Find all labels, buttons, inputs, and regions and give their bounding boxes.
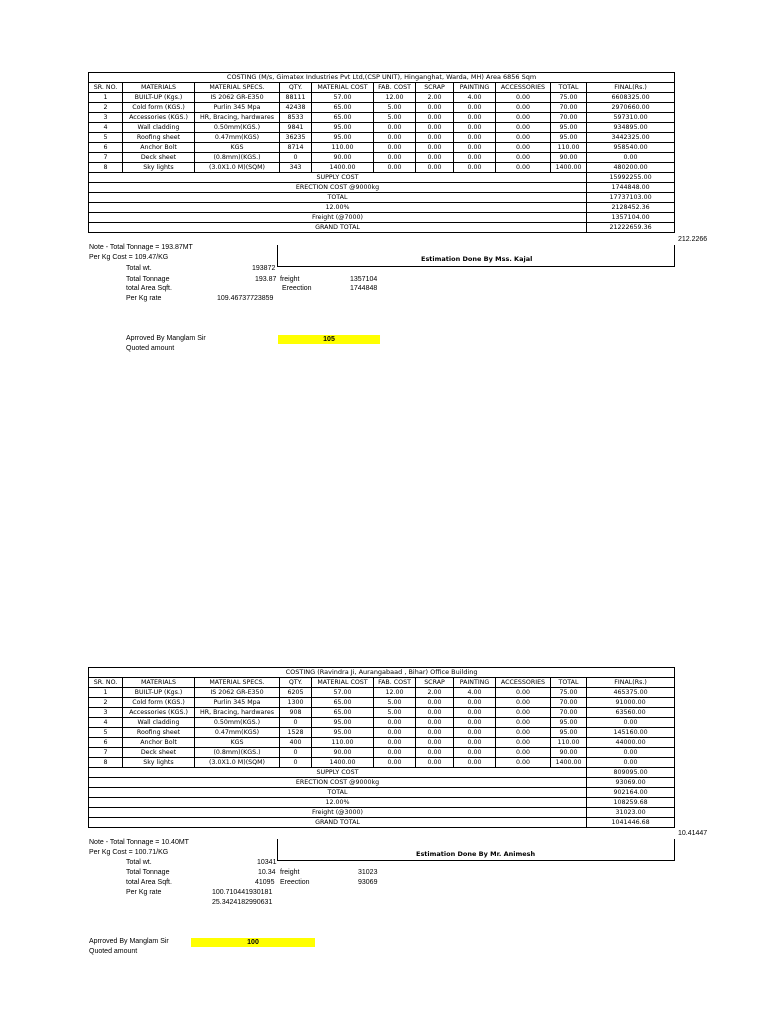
table-cell: Deck sheet xyxy=(123,748,195,758)
table-cell: 95.00 xyxy=(312,728,374,738)
summary-row xyxy=(89,173,675,183)
summary-row xyxy=(89,223,675,233)
summary-row xyxy=(89,183,675,193)
table-cell: 0.50mm(KGS.) xyxy=(195,718,280,728)
costing-table-2 xyxy=(88,667,675,828)
table-cell: HR, Bracing, hardwares xyxy=(195,708,280,718)
table-cell: 57.00 xyxy=(312,93,374,103)
table-cell: 0.00 xyxy=(587,153,675,163)
table-cell: 0.00 xyxy=(496,728,551,738)
table-cell: 42438 xyxy=(280,103,312,113)
table-cell: Sky lights xyxy=(123,163,195,173)
total-wt-label: Total wt. xyxy=(126,265,152,272)
table-cell: Roofing sheet xyxy=(123,728,195,738)
table-cell: 6 xyxy=(89,738,123,748)
quoted-label: Quoted amount xyxy=(126,345,175,352)
table-cell: 1400.00 xyxy=(312,163,374,173)
table-cell: IS 2062 GR-E350 xyxy=(195,688,280,698)
column-header: QTY. xyxy=(280,83,312,93)
summary-row xyxy=(89,203,675,213)
table-cell: 0.00 xyxy=(416,698,454,708)
area-label: total Area Sqft. xyxy=(126,879,172,886)
table-cell: KGS xyxy=(195,143,280,153)
note-tonnage: Note - Total Tonnage = 10.40MT xyxy=(89,839,189,846)
table-cell: Deck sheet xyxy=(123,153,195,163)
column-header: TOTAL xyxy=(551,678,587,688)
table-cell: 7 xyxy=(89,153,123,163)
table-row xyxy=(89,93,675,103)
table-cell: 145160.00 xyxy=(587,728,675,738)
table-title: COSTING (Ravindra Ji, Aurangabaad , Bihar) Office Building xyxy=(89,668,675,678)
summary-value: 2128452.36 xyxy=(587,203,675,213)
table-cell: 0.00 xyxy=(454,718,496,728)
summary-value: 15992255.00 xyxy=(587,173,675,183)
table-cell: 0.00 xyxy=(454,133,496,143)
table-cell: 0.00 xyxy=(496,153,551,163)
table-cell: 0.00 xyxy=(416,718,454,728)
table-cell: 95.00 xyxy=(551,728,587,738)
table-cell: 0.00 xyxy=(496,163,551,173)
table-cell: 110.00 xyxy=(551,143,587,153)
table-cell: 2.00 xyxy=(416,93,454,103)
column-header: ACCESSORIES xyxy=(496,678,551,688)
costing-table-1 xyxy=(88,72,675,233)
table-cell: 2.00 xyxy=(416,688,454,698)
freight-label: freight xyxy=(280,869,300,876)
quoted-label: Quoted amount xyxy=(89,948,138,955)
table-cell: 0.00 xyxy=(454,728,496,738)
table-cell: 8714 xyxy=(280,143,312,153)
table-cell: 2 xyxy=(89,698,123,708)
table-row xyxy=(89,738,675,748)
table-cell: 90.00 xyxy=(312,153,374,163)
costing-sheet-2 xyxy=(88,667,674,828)
table-cell: Roofing sheet xyxy=(123,133,195,143)
table-cell: 465375.00 xyxy=(587,688,675,698)
table-cell: 597310.00 xyxy=(587,113,675,123)
table-row xyxy=(89,123,675,133)
total-wt-label: Total wt. xyxy=(126,859,152,866)
column-header: FINAL(Rs.) xyxy=(587,83,675,93)
table-cell: Purlin 345 Mpa xyxy=(195,103,280,113)
table-cell: 0.00 xyxy=(454,163,496,173)
table-cell: 0.00 xyxy=(496,113,551,123)
table-cell: 0.00 xyxy=(454,748,496,758)
table-cell: 343 xyxy=(280,163,312,173)
column-header: MATERIAL SPECS. xyxy=(195,83,280,93)
column-header: PAINTING xyxy=(454,678,496,688)
column-header: FINAL(Rs.) xyxy=(587,678,675,688)
table-row xyxy=(89,103,675,113)
table-cell: 5 xyxy=(89,133,123,143)
table-cell: 0.47mm(KGS) xyxy=(195,133,280,143)
table-cell: 1528 xyxy=(280,728,312,738)
table-cell: 908 xyxy=(280,708,312,718)
table-cell: 0.00 xyxy=(496,718,551,728)
table-cell: 90.00 xyxy=(551,153,587,163)
table-cell: 0.00 xyxy=(454,758,496,768)
extra-value: 25.3424182990631 xyxy=(212,899,273,906)
summary-label: SUPPLY COST xyxy=(89,173,587,183)
table-cell: (3.0X1.0 M)(SQM) xyxy=(195,758,280,768)
table-cell: 5.00 xyxy=(374,698,416,708)
table-cell: (3.0X1.0 M)(SQM) xyxy=(195,163,280,173)
column-header: SR. NO. xyxy=(89,678,123,688)
table-cell: 110.00 xyxy=(312,738,374,748)
table-cell: 0.00 xyxy=(416,123,454,133)
table-cell: 0.00 xyxy=(374,153,416,163)
summary-label: ERECTION COST @9000kg xyxy=(89,778,587,788)
note-tonnage: Note - Total Tonnage = 193.87MT xyxy=(89,244,193,251)
table-cell: 7 xyxy=(89,748,123,758)
table-row xyxy=(89,133,675,143)
table-cell: 12.00 xyxy=(374,93,416,103)
freight-label: freight xyxy=(280,276,300,283)
table-cell: 5.00 xyxy=(374,113,416,123)
table-cell: 90.00 xyxy=(312,748,374,758)
table-cell: 12.00 xyxy=(374,688,416,698)
summary-row xyxy=(89,788,675,798)
erection-label: Ereection xyxy=(280,879,310,886)
column-header: MATERIAL SPECS. xyxy=(195,678,280,688)
table-cell: 36235 xyxy=(280,133,312,143)
summary-label: TOTAL xyxy=(89,193,587,203)
summary-label: Freight (@3000) xyxy=(89,808,587,818)
table-row xyxy=(89,153,675,163)
table-cell: 0.00 xyxy=(416,133,454,143)
table-cell: Accessories (KGS.) xyxy=(123,708,195,718)
table-cell: 934895.00 xyxy=(587,123,675,133)
column-header: PAINTING xyxy=(454,83,496,93)
table-cell: 8 xyxy=(89,163,123,173)
table-cell: 0.00 xyxy=(416,738,454,748)
table-cell: 6205 xyxy=(280,688,312,698)
total-tonnage-value: 10.34 xyxy=(258,869,276,876)
table-cell: 95.00 xyxy=(312,133,374,143)
table-cell: Purlin 345 Mpa xyxy=(195,698,280,708)
table-cell: 5.00 xyxy=(374,103,416,113)
table-cell: 0.00 xyxy=(374,123,416,133)
total-wt-value: 10341 xyxy=(257,859,277,866)
table-cell: (0.8mm)(KGS.) xyxy=(195,748,280,758)
table-cell: 0.00 xyxy=(496,103,551,113)
table-cell: HR, Bracing, hardwares xyxy=(195,113,280,123)
summary-row xyxy=(89,768,675,778)
erection-value: 93069 xyxy=(358,879,378,886)
table-cell: 0.00 xyxy=(374,738,416,748)
table-row xyxy=(89,718,675,728)
summary-label: TOTAL xyxy=(89,788,587,798)
table-cell: Cold form (KGS.) xyxy=(123,103,195,113)
table-cell: 0.00 xyxy=(454,143,496,153)
table-cell: 0.00 xyxy=(454,113,496,123)
side-value: 10.41447 xyxy=(678,830,708,837)
table-cell: 480200.00 xyxy=(587,163,675,173)
table-cell: 2970660.00 xyxy=(587,103,675,113)
summary-value: 93069.00 xyxy=(587,778,675,788)
table-cell: Wall cladding xyxy=(123,123,195,133)
note-per-kg-cost: Per Kg Cost = 100.71/KG xyxy=(89,849,169,856)
summary-label: ERECTION COST @9000kg xyxy=(89,183,587,193)
table-row xyxy=(89,758,675,768)
table-cell: 75.00 xyxy=(551,93,587,103)
column-header: SCRAP xyxy=(416,678,454,688)
table-cell: 0.00 xyxy=(454,103,496,113)
table-cell: 5 xyxy=(89,728,123,738)
table-cell: 400 xyxy=(280,738,312,748)
per-kg-value: 109.46737723859 xyxy=(217,295,274,302)
column-header: SCRAP xyxy=(416,83,454,93)
table-cell: 3 xyxy=(89,708,123,718)
per-kg-label: Per Kg rate xyxy=(126,889,162,896)
table-cell: 90.00 xyxy=(551,748,587,758)
table-cell: 6 xyxy=(89,143,123,153)
table-cell: 0.00 xyxy=(416,153,454,163)
table-cell: 0.50mm(KGS.) xyxy=(195,123,280,133)
summary-row xyxy=(89,213,675,223)
table-row xyxy=(89,698,675,708)
summary-label: Freight (@7000) xyxy=(89,213,587,223)
table-cell: KGS xyxy=(195,738,280,748)
column-header: FAB. COST xyxy=(374,83,416,93)
table-cell: Anchor Bolt xyxy=(123,143,195,153)
table-cell: 0.00 xyxy=(454,738,496,748)
table-cell: 1400.00 xyxy=(312,758,374,768)
table-cell: 0.00 xyxy=(587,758,675,768)
table-cell: 0.00 xyxy=(496,738,551,748)
table-cell: 65.00 xyxy=(312,708,374,718)
per-kg-label: Per Kg rate xyxy=(126,295,162,302)
table-cell: 0.47mm(KGS) xyxy=(195,728,280,738)
table-cell: 958540.00 xyxy=(587,143,675,153)
column-header: ACCESSORIES xyxy=(496,83,551,93)
table-cell: Wall cladding xyxy=(123,718,195,728)
summary-value: 1744848.00 xyxy=(587,183,675,193)
approved-value: 105 xyxy=(278,335,380,344)
table-row xyxy=(89,708,675,718)
table-cell: 0.00 xyxy=(416,728,454,738)
table-cell: 0.00 xyxy=(587,718,675,728)
table-cell: 0.00 xyxy=(416,163,454,173)
table-cell: 95.00 xyxy=(551,123,587,133)
table-cell: IS 2062 GR-E350 xyxy=(195,93,280,103)
table-cell: 0.00 xyxy=(374,718,416,728)
summary-label: SUPPLY COST xyxy=(89,768,587,778)
table-cell: 1300 xyxy=(280,698,312,708)
table-cell: 1400.00 xyxy=(551,163,587,173)
summary-value: 809095.00 xyxy=(587,768,675,778)
table-cell: 44000.00 xyxy=(587,738,675,748)
table-cell: 95.00 xyxy=(551,718,587,728)
table-cell: 91000.00 xyxy=(587,698,675,708)
column-header: QTY. xyxy=(280,678,312,688)
approved-label: Aprroved By Manglam Sir xyxy=(89,938,169,945)
table-cell: 0.00 xyxy=(374,163,416,173)
table-cell: BUILT-UP (Kgs.) xyxy=(123,688,195,698)
column-header: FAB. COST xyxy=(374,678,416,688)
table-row xyxy=(89,728,675,738)
table-cell: 0.00 xyxy=(496,143,551,153)
table-cell: 0.00 xyxy=(454,708,496,718)
table-cell: 3442325.00 xyxy=(587,133,675,143)
table-cell: 1400.00 xyxy=(551,758,587,768)
table-cell: 70.00 xyxy=(551,113,587,123)
summary-value: 17737103.00 xyxy=(587,193,675,203)
summary-row xyxy=(89,778,675,788)
table-cell: 0.00 xyxy=(374,133,416,143)
table-cell: Sky lights xyxy=(123,758,195,768)
table-title: COSTING (M/s, Gimatex Industries Pvt Ltd,(CSP UNIT), Hinganghat, Warda, MH) Area 6856 Sqm xyxy=(89,73,675,83)
freight-value: 1357104 xyxy=(350,276,378,283)
summary-value: 1041446.68 xyxy=(587,818,675,828)
freight-value: 31023 xyxy=(358,869,378,876)
header-row xyxy=(89,83,675,93)
total-tonnage-label: Total Tonnage xyxy=(126,869,170,876)
table-cell: 63560.00 xyxy=(587,708,675,718)
estimation-credit: Estimation Done By Mr. Animesh xyxy=(416,850,536,858)
table-cell: Accessories (KGS.) xyxy=(123,113,195,123)
table-cell: 6608325.00 xyxy=(587,93,675,103)
column-header: MATERIAL COST xyxy=(312,678,374,688)
table-cell: 0.00 xyxy=(454,698,496,708)
summary-row xyxy=(89,798,675,808)
table-cell: 88111 xyxy=(280,93,312,103)
summary-label: GRAND TOTAL xyxy=(89,818,587,828)
table-cell: 0.00 xyxy=(454,123,496,133)
table-cell: 9841 xyxy=(280,123,312,133)
table-row xyxy=(89,143,675,153)
table-cell: 110.00 xyxy=(312,143,374,153)
table-cell: 0.00 xyxy=(496,688,551,698)
table-cell: 2 xyxy=(89,103,123,113)
summary-row xyxy=(89,818,675,828)
table-cell: BUILT-UP (Kgs.) xyxy=(123,93,195,103)
area-label: total Area Sqft. xyxy=(126,285,172,292)
approved-value: 100 xyxy=(191,938,315,947)
table-cell: 3 xyxy=(89,113,123,123)
area-value: 41095 xyxy=(255,879,275,886)
table-cell: (0.8mm)(KGS.) xyxy=(195,153,280,163)
column-header: MATERIALS xyxy=(123,83,195,93)
erection-value: 1744848 xyxy=(350,285,378,292)
table-cell: 0.00 xyxy=(374,143,416,153)
summary-value: 21222659.36 xyxy=(587,223,675,233)
table-cell: 0.00 xyxy=(496,123,551,133)
note-per-kg-cost: Per Kg Cost = 109.47/KG xyxy=(89,254,169,261)
table-cell: 4.00 xyxy=(454,688,496,698)
total-wt-value: 193872 xyxy=(252,265,276,272)
table-cell: 0.00 xyxy=(374,758,416,768)
table-cell: 4.00 xyxy=(454,93,496,103)
table-row xyxy=(89,113,675,123)
table-cell: 0.00 xyxy=(416,708,454,718)
side-value: 212.2266 xyxy=(678,236,708,243)
table-cell: 95.00 xyxy=(312,123,374,133)
costing-sheet-1 xyxy=(88,72,674,233)
erection-label: Ereection xyxy=(282,285,312,292)
column-header: TOTAL xyxy=(551,83,587,93)
table-cell: 0.00 xyxy=(416,113,454,123)
table-cell: 70.00 xyxy=(551,708,587,718)
table-cell: 65.00 xyxy=(312,103,374,113)
table-cell: 1 xyxy=(89,93,123,103)
table-cell: 65.00 xyxy=(312,113,374,123)
summary-label: 12.00% xyxy=(89,203,587,213)
column-header: MATERIALS xyxy=(123,678,195,688)
table-cell: 70.00 xyxy=(551,698,587,708)
table-cell: 0.00 xyxy=(587,748,675,758)
total-tonnage-value: 193.87 xyxy=(255,276,277,283)
table-cell: 0.00 xyxy=(416,758,454,768)
table-cell: Anchor Bolt xyxy=(123,738,195,748)
table-cell: 0 xyxy=(280,748,312,758)
table-row xyxy=(89,688,675,698)
total-tonnage-label: Total Tonnage xyxy=(126,276,170,283)
approved-label: Aprroved By Manglam Sir xyxy=(126,335,206,342)
header-row xyxy=(89,678,675,688)
table-cell: 0.00 xyxy=(496,758,551,768)
table-cell: 0.00 xyxy=(496,93,551,103)
table-cell: 4 xyxy=(89,123,123,133)
table-cell: 0 xyxy=(280,758,312,768)
summary-row xyxy=(89,808,675,818)
table-cell: 0.00 xyxy=(454,153,496,163)
table-cell: 0.00 xyxy=(374,728,416,738)
table-cell: 0.00 xyxy=(416,748,454,758)
summary-label: 12.00% xyxy=(89,798,587,808)
table-cell: 0.00 xyxy=(496,133,551,143)
summary-row xyxy=(89,193,675,203)
summary-value: 902164.00 xyxy=(587,788,675,798)
table-row xyxy=(89,748,675,758)
table-cell: 65.00 xyxy=(312,698,374,708)
table-cell: 8 xyxy=(89,758,123,768)
summary-value: 31023.00 xyxy=(587,808,675,818)
summary-label: GRAND TOTAL xyxy=(89,223,587,233)
table-cell: 95.00 xyxy=(312,718,374,728)
summary-value: 108259.68 xyxy=(587,798,675,808)
table-cell: Cold form (KGS.) xyxy=(123,698,195,708)
per-kg-value: 100.710441930181 xyxy=(212,889,273,896)
table-cell: 5.00 xyxy=(374,708,416,718)
table-row xyxy=(89,163,675,173)
column-header: SR. NO. xyxy=(89,83,123,93)
table-cell: 70.00 xyxy=(551,103,587,113)
table-cell: 0.00 xyxy=(496,748,551,758)
table-cell: 0 xyxy=(280,718,312,728)
table-cell: 1 xyxy=(89,688,123,698)
table-cell: 0 xyxy=(280,153,312,163)
summary-value: 1357104.00 xyxy=(587,213,675,223)
table-cell: 0.00 xyxy=(416,103,454,113)
table-cell: 57.00 xyxy=(312,688,374,698)
table-cell: 0.00 xyxy=(496,698,551,708)
estimation-credit: Estimation Done By Mss. Kajal xyxy=(421,255,533,263)
table-cell: 0.00 xyxy=(374,748,416,758)
table-cell: 4 xyxy=(89,718,123,728)
table-cell: 75.00 xyxy=(551,688,587,698)
table-cell: 95.00 xyxy=(551,133,587,143)
table-cell: 0.00 xyxy=(416,143,454,153)
table-cell: 8533 xyxy=(280,113,312,123)
table-cell: 110.00 xyxy=(551,738,587,748)
column-header: MATERIAL COST xyxy=(312,83,374,93)
table-cell: 0.00 xyxy=(496,708,551,718)
